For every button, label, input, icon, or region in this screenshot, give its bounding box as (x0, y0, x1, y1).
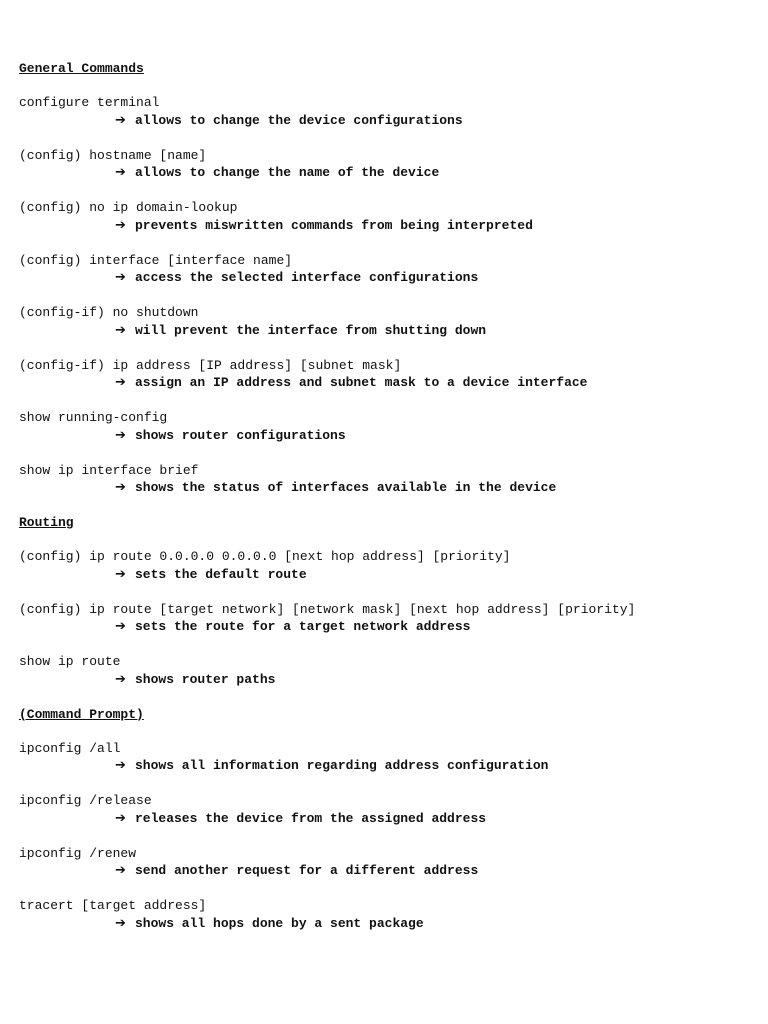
right-arrow-icon: ➔ (115, 810, 126, 826)
command-text: (config) ip route [target network] [network mask] [next hop address] [priority] (19, 601, 636, 617)
right-arrow-icon: ➔ (115, 480, 126, 495)
command-entry (19, 94, 749, 129)
right-arrow-icon: ➔ (115, 566, 126, 582)
command-text: ipconfig /renew (19, 845, 137, 861)
command-entry (19, 409, 749, 444)
command-description: ➔ assign an IP address and subnet mask to a device interface (115, 375, 588, 390)
right-arrow-icon: ➔ (115, 671, 126, 687)
command-entry (19, 792, 749, 827)
section-command-prompt (19, 706, 749, 933)
command-text: show ip interface brief (19, 462, 199, 478)
command-text: (config) no ip domain-lookup (19, 200, 238, 215)
right-arrow-icon: ➔ (115, 619, 126, 634)
right-arrow-icon: ➔ (115, 112, 126, 128)
command-description: ➔ send another request for a different address (115, 863, 479, 878)
command-text: (config) interface [interface name] (19, 252, 293, 268)
right-arrow-icon: ➔ (115, 270, 126, 285)
command-description: ➔ shows all hops done by a sent package (115, 915, 424, 931)
command-entry (19, 199, 749, 234)
command-description: ➔ shows the status of interfaces available in the device (115, 480, 557, 495)
command-text: (config-if) no shutdown (19, 305, 199, 320)
right-arrow-icon: ➔ (115, 758, 126, 773)
command-text: ipconfig /release (19, 793, 152, 808)
command-entry (19, 601, 749, 636)
command-entry (19, 740, 749, 775)
section-routing (19, 514, 749, 688)
command-description: ➔ releases the device from the assigned address (115, 810, 487, 826)
command-description: ➔ shows router paths (115, 671, 276, 687)
command-description: ➔ sets the default route (115, 566, 307, 582)
command-description: ➔ prevents miswritten commands from being interpreted (115, 217, 533, 233)
command-description: ➔ will prevent the interface from shutting down (115, 322, 487, 338)
command-description: ➔ shows router configurations (115, 427, 346, 443)
command-description: ➔ sets the route for a target network address (115, 619, 471, 634)
right-arrow-icon: ➔ (115, 915, 126, 931)
command-entry (19, 357, 749, 392)
command-entry (19, 897, 749, 932)
command-text: (config) ip route 0.0.0.0 0.0.0.0 [next hop address] [priority] (19, 549, 511, 564)
right-arrow-icon: ➔ (115, 427, 126, 443)
command-description: ➔ shows all information regarding address configuration (115, 758, 549, 773)
right-arrow-icon: ➔ (115, 217, 126, 233)
section-heading: General Commands (19, 61, 144, 76)
command-text: show ip route (19, 654, 121, 669)
command-entry (19, 845, 749, 880)
command-text: configure terminal (19, 95, 160, 110)
command-text: (config) hostname [name] (19, 147, 207, 163)
command-entry (19, 548, 749, 583)
command-entry (19, 304, 749, 339)
command-description: ➔ access the selected interface configurations (115, 270, 479, 285)
command-text: tracert [target address] (19, 898, 207, 913)
command-description: ➔ allows to change the device configurations (115, 112, 463, 128)
right-arrow-icon: ➔ (115, 375, 126, 390)
section-general-commands (19, 60, 749, 497)
right-arrow-icon: ➔ (115, 322, 126, 338)
command-description: ➔ allows to change the name of the device (115, 165, 440, 180)
right-arrow-icon: ➔ (115, 165, 126, 180)
right-arrow-icon: ➔ (115, 863, 126, 878)
command-text: show running-config (19, 410, 168, 425)
command-entry (19, 147, 749, 182)
command-text: ipconfig /all (19, 740, 121, 756)
document-page (19, 60, 749, 950)
command-entry (19, 653, 749, 688)
section-heading: Routing (19, 515, 74, 530)
command-entry (19, 462, 749, 497)
command-entry (19, 252, 749, 287)
command-text: (config-if) ip address [IP address] [subnet mask] (19, 357, 402, 373)
section-heading: (Command Prompt) (19, 706, 144, 722)
